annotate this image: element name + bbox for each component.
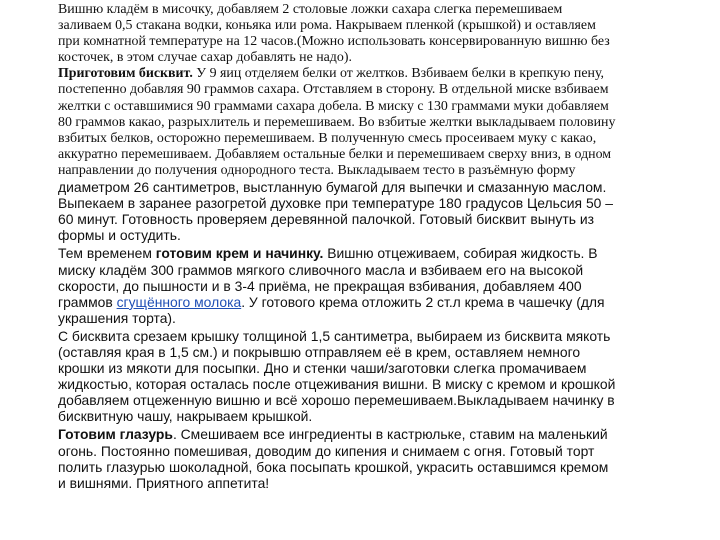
paragraph-sponge-cont (58, 179, 688, 243)
text-line (58, 426, 688, 442)
text-line: С бисквита срезаем крышку толщиной 1,5 сантиметра, выбираем из бисквита мякоть (58, 327, 611, 344)
text-line: направлении до получения однородного теста. Выкладываем тесто в разъёмную форму (58, 162, 576, 178)
text-line: аккуратно перемешиваем. Добавляем остальные белки и перемешиваем сверху вниз, в одном (58, 146, 612, 162)
text-line: миску кладём 300 граммов мягкого сливочного масла и взбиваем его на высокой (58, 261, 584, 278)
text-line: Выпекаем в заранее разогретой духовке при температуре 180 градусов Цельсия 50 – (58, 195, 613, 212)
paragraph-cherries (58, 2, 688, 66)
text-line: постепенно добавляя 90 граммов сахара. Отставляем в сторону. В отдельной миске взбиваем (58, 82, 609, 98)
heading-sponge: Приготовим бисквит. (58, 66, 193, 82)
recipe-document (58, 2, 688, 491)
text-fragment: Тем временем (58, 245, 156, 262)
text-line: формы и остудить. (58, 227, 181, 244)
paragraph-sponge (58, 66, 688, 179)
text-fragment: . У готового крема отложить 2 ст.л крема в чашечку (для (241, 293, 605, 310)
text-line: 80 граммов какао, разрыхлитель и перемешиваем. Во взбитые желтки выкладываем половину (58, 114, 616, 130)
text-fragment: Вишню отцеживаем, собирая жидкость. В (323, 245, 598, 262)
text-line: добавляем отцеженную вишню и всё хорошо перемешиваем.Выкладываем начинку в (58, 392, 615, 409)
condensed-milk-link[interactable]: сгущённого молока (116, 293, 242, 310)
paragraph-filling (58, 328, 688, 425)
heading-glaze: Готовим глазурь (58, 426, 173, 443)
text-line: жидкостью, которая осталась после отцеживания вишни. В миску с кремом и крошкой (58, 376, 616, 393)
text-line: (оставляя края в 1,5 см.) и покрывшю отправляем её в крем, оставляем немного (58, 343, 581, 360)
text-line: диаметром 26 сантиметров, выстланную бумагой для выпечки и смазанную маслом. (58, 179, 607, 196)
text-line: украшения торта). (58, 309, 176, 326)
text-line: желтки с оставшимися 90 граммами сахара добела. В миску с 130 граммами муки добавляем (58, 98, 609, 114)
text-line: заливаем 0,5 стакана водки, коньяка или рома. Накрываем пленкой (крышкой) и оставляем (58, 18, 596, 34)
text-line: скорости, до пышности и в 3-4 приёма, не прекращая взбивания, добавляем 400 (58, 277, 582, 294)
text-line: Вишню кладём в мисочку, добавляем 2 столовые ложки сахара слегка перемешиваем (58, 2, 563, 17)
text-line (58, 66, 688, 82)
text-line: и вишнями. Приятного аппетита! (58, 474, 270, 491)
text-line: огонь. Постоянно помешивая, доводим до кипения и снимаем с огня. Готовый торт (58, 442, 595, 459)
text-line (58, 245, 688, 261)
paragraph-glaze (58, 426, 688, 490)
text-line: 60 минут. Готовность проверяем деревянной палочкой. Готовый бисквит вынуть из (58, 211, 594, 228)
text-line: при комнатной температуре на 12 часов.(Можно использовать консервированную вишню без (58, 34, 610, 50)
text-fragment: У 9 яиц отделяем белки от желтков. Взбиваем белки в крепкую пену, (192, 66, 604, 82)
text-line (58, 294, 688, 310)
text-fragment: . Смешиваем все ингредиенты в кастрюльке, ставим на маленький (172, 426, 608, 443)
text-line: косточек, в этом случае сахар добавлять не надо). (58, 50, 352, 66)
text-line: взбитых белков, осторожно перемешиваем. В полученную смесь просеиваем муку с какао, (58, 130, 597, 146)
text-line: бисквитную чашу, накрываем крышкой. (58, 408, 313, 425)
text-fragment: граммов (58, 293, 117, 310)
heading-cream: готовим крем и начинку. (155, 245, 324, 262)
paragraph-cream (58, 245, 688, 325)
text-line: крошки из мякоти для посыпки. Дно и стенки чаши/заготовки слегка промачиваем (58, 360, 587, 377)
text-line: полить глазурью шоколадной, бока посыпать крошкой, украсить оставшимся кремом (58, 458, 609, 475)
